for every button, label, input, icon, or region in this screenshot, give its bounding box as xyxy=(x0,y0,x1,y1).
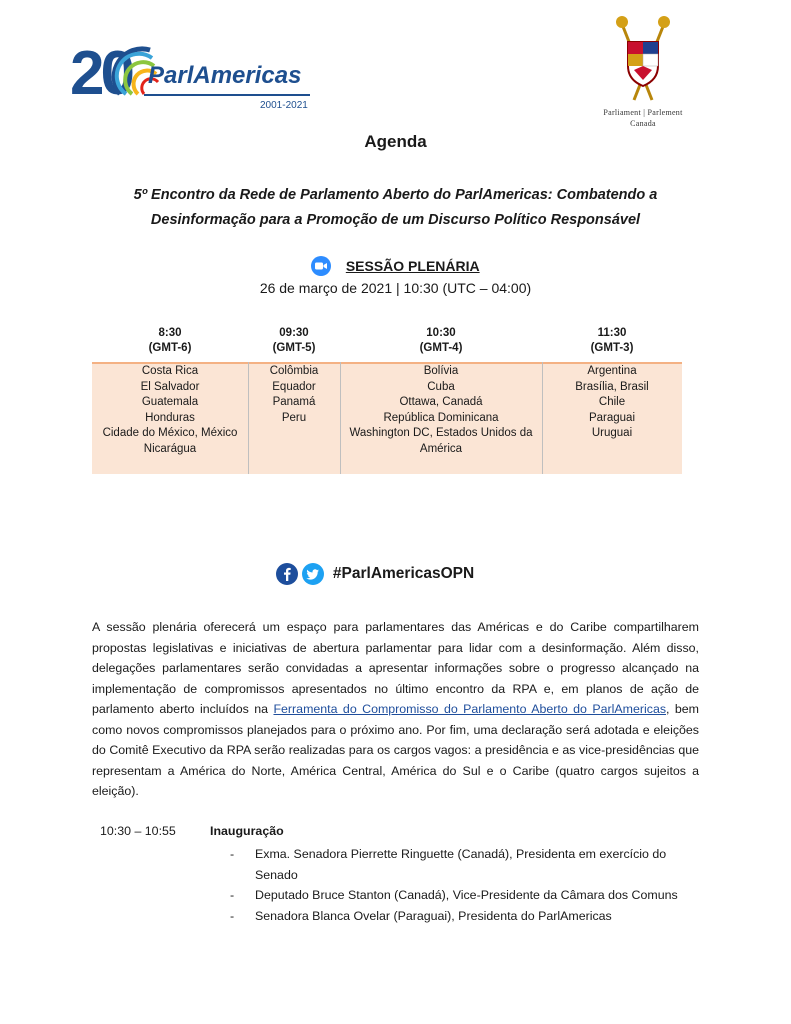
timezone-column xyxy=(92,322,248,475)
place: Bolívia xyxy=(423,365,459,377)
description-text-1: A sessão plenária oferecerá um espaço para parlamentares das Américas e do Caribe compartilharem propostas legislativas e iniciativas de abertura parlamentar para lidar com a desinformação. Além disso, delegações parlamentares serão convidadas a apresentar informações sobre o progresso alcançado na implementação de compromissos apresentados no último encontro da RPA e, em planos de ação de parlamento aberto incluídos na xyxy=(92,620,699,716)
timezone-column xyxy=(340,322,542,475)
place: América xyxy=(419,442,463,455)
coat-of-arms-icon xyxy=(608,14,678,106)
timezone-column xyxy=(248,322,340,475)
place: Washington DC, Estados Unidos da xyxy=(349,427,533,439)
parliament-text-line1: Parliament | Parlement xyxy=(603,108,683,117)
session-heading xyxy=(0,256,791,276)
column-divider xyxy=(248,362,249,474)
session-description xyxy=(92,617,699,802)
place: Nicarágua xyxy=(143,442,197,455)
place: Costa Rica xyxy=(141,365,199,377)
timezone-time: 11:30 xyxy=(597,327,627,339)
timezone-time: 10:30 xyxy=(426,327,456,339)
brand-name: ParlAmericas xyxy=(148,62,302,89)
speaker-item: - Exma. Senadora Pierrette Ringuette (Canadá), Presidenta em exercício do Senado xyxy=(230,844,700,885)
place: Cidade do México, México xyxy=(102,427,238,439)
description-text-2: , bem como novos compromissos planejados para o próximo ano. Por fim, uma declaração será adotada e eleições do Comitê Executivo da RPA serão realizadas para os cargos vagos: a presidência e as vice-presidências que representam a América do Norte, América Central, América do Sul e o Caribe (quatro cargos sujeitos a eleição). xyxy=(92,702,699,798)
timezone-time: 09:30 xyxy=(279,327,309,339)
schedule-title: Inauguração xyxy=(210,824,284,838)
timezone-places xyxy=(340,362,542,474)
page-title: Agenda xyxy=(364,132,427,151)
social-hashtag xyxy=(276,563,474,589)
event-subtitle xyxy=(110,183,681,233)
place: Paraguai xyxy=(588,411,636,424)
parlamericas-logo xyxy=(70,39,315,114)
session-date: 26 de março de 2021 | 10:30 (UTC – 04:00) xyxy=(259,280,532,296)
session-label: SESSÃO PLENÁRIA xyxy=(345,258,480,274)
place: Equador xyxy=(272,380,316,393)
timezone-header xyxy=(92,322,248,364)
place: Chile xyxy=(598,396,626,408)
place: Peru xyxy=(281,411,307,424)
timezone-column xyxy=(542,322,682,475)
zoom-video-icon xyxy=(311,256,331,276)
place: Argentina xyxy=(587,365,637,377)
place: Uruguai xyxy=(591,427,633,439)
commitment-tool-link[interactable]: Ferramenta do Compromisso do Parlamento Aberto do ParlAmericas xyxy=(273,702,667,716)
place: El Salvador xyxy=(140,380,200,393)
timezone-header xyxy=(542,322,682,364)
schedule-time: 10:30 – 10:55 xyxy=(100,824,176,838)
place: Cuba xyxy=(427,380,455,393)
timezone-offset: (GMT-3) xyxy=(590,342,634,354)
place: Ottawa, Canadá xyxy=(399,396,483,408)
parliament-text-line2: Canada xyxy=(630,119,656,128)
logo-rule xyxy=(144,94,310,96)
column-divider xyxy=(542,362,543,474)
place: Panamá xyxy=(272,396,316,408)
speaker-item: - Deputado Bruce Stanton (Canadá), Vice-Presidente da Câmara dos Comuns xyxy=(230,885,700,906)
timezone-places xyxy=(542,362,682,474)
speaker-item: - Senadora Blanca Ovelar (Paraguai), Presidenta do ParlAmericas xyxy=(230,906,700,927)
place: Guatemala xyxy=(141,396,199,408)
timezone-offset: (GMT-5) xyxy=(272,342,316,354)
timezone-table xyxy=(92,322,682,475)
timezone-header xyxy=(248,322,340,364)
timezone-places xyxy=(248,362,340,474)
subtitle-line2: Desinformação para a Promoção de um Discurso Político Responsável xyxy=(150,212,641,228)
facebook-icon[interactable] xyxy=(276,563,298,585)
timezone-offset: (GMT-6) xyxy=(148,342,192,354)
subtitle-line1: 5º Encontro da Rede de Parlamento Aberto do ParlAmericas: Combatendo a xyxy=(133,187,658,203)
timezone-header xyxy=(340,322,542,364)
table-accent-line xyxy=(92,362,682,364)
hashtag-text[interactable]: #ParlAmericasOPN xyxy=(332,565,475,582)
parliament-canada-logo xyxy=(588,14,698,132)
anniversary-years: 2001-2021 xyxy=(260,100,308,111)
twitter-icon[interactable] xyxy=(302,563,324,585)
timezone-places xyxy=(92,362,248,474)
place: Brasília, Brasil xyxy=(575,380,649,393)
column-divider xyxy=(340,362,341,474)
place: Colômbia xyxy=(269,365,319,377)
timezone-time: 8:30 xyxy=(158,327,182,339)
place: Honduras xyxy=(145,411,195,424)
speaker-list xyxy=(230,844,700,926)
timezone-offset: (GMT-4) xyxy=(419,342,463,354)
place: República Dominicana xyxy=(383,411,499,424)
anniversary-number: 20 xyxy=(70,39,131,108)
